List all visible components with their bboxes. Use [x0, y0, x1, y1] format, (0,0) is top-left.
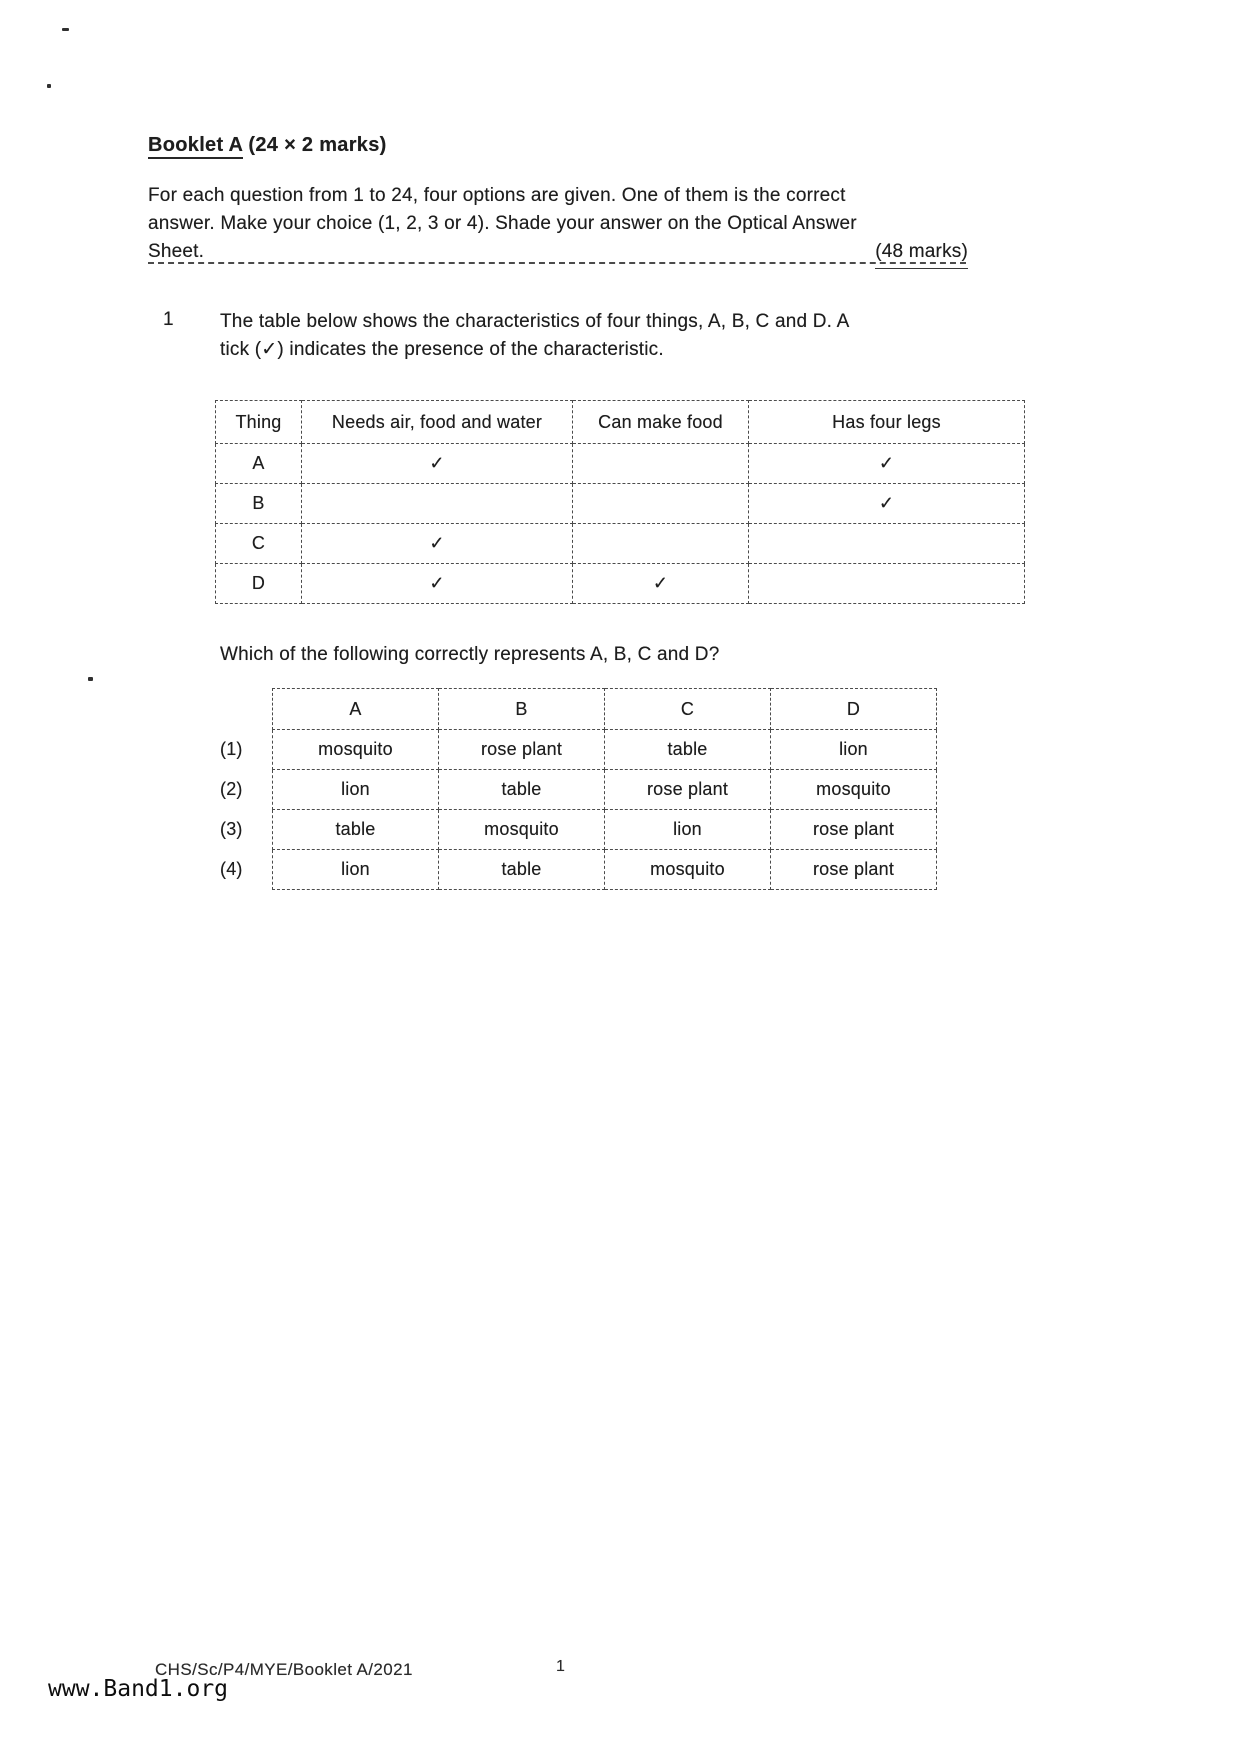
- booklet-title: [148, 134, 387, 157]
- characteristics-header-row: [216, 401, 1025, 444]
- tick-cell: ✓: [302, 564, 573, 604]
- booklet-marks: (24 × 2 marks): [242, 134, 387, 156]
- thing-label: A: [216, 444, 302, 484]
- table-row-D: [216, 564, 1025, 604]
- instructions: [148, 182, 968, 269]
- option-cell: mosquito: [439, 810, 605, 850]
- header-has-four-legs: Has four legs: [749, 401, 1025, 444]
- total-marks: (48 marks): [875, 238, 968, 269]
- footer-doc-code: CHS/Sc/P4/MYE/Booklet A/2021: [155, 1660, 413, 1679]
- thing-label: B: [216, 484, 302, 524]
- tick-cell: ✓: [749, 484, 1025, 524]
- scan-speck: [47, 84, 51, 88]
- option-label: (2): [220, 779, 243, 799]
- option-label: (4): [220, 859, 243, 879]
- option-cell: table: [605, 730, 771, 770]
- question-text-line-2: tick (✓) indicates the presence of the characteristic.: [220, 339, 664, 360]
- scan-speck: [62, 28, 69, 31]
- tick-cell: [302, 484, 573, 524]
- tick-cell: [573, 484, 749, 524]
- ruled-line: [148, 262, 966, 264]
- options-header-D: D: [771, 689, 937, 730]
- option-row-2: [218, 770, 937, 810]
- table-row-B: [216, 484, 1025, 524]
- instructions-line-1: For each question from 1 to 24, four options are given. One of them is the correct: [148, 185, 846, 206]
- tick-cell: [749, 564, 1025, 604]
- thing-label: D: [216, 564, 302, 604]
- question-text-line-1: The table below shows the characteristics of four things, A, B, C and D. A: [220, 311, 850, 332]
- option-cell: mosquito: [273, 730, 439, 770]
- instructions-line-2: answer. Make your choice (1, 2, 3 or 4). Shade your answer on the Optical Answer: [148, 213, 857, 234]
- table-row-C: [216, 524, 1025, 564]
- option-cell: lion: [273, 770, 439, 810]
- options-header-C: C: [605, 689, 771, 730]
- tick-cell: ✓: [573, 564, 749, 604]
- option-cell: rose plant: [771, 850, 937, 890]
- table-row-A: [216, 444, 1025, 484]
- option-label: (3): [220, 819, 243, 839]
- thing-label: C: [216, 524, 302, 564]
- instructions-line-3: Sheet.: [148, 241, 205, 262]
- question-number: 1: [163, 309, 174, 330]
- header-needs-air-food-water: Needs air, food and water: [302, 401, 573, 444]
- tick-cell: [573, 524, 749, 564]
- header-can-make-food: Can make food: [573, 401, 749, 444]
- option-cell: rose plant: [771, 810, 937, 850]
- option-cell: lion: [771, 730, 937, 770]
- option-cell: table: [439, 850, 605, 890]
- option-cell: lion: [273, 850, 439, 890]
- options-header-row: [218, 689, 937, 730]
- option-label: (1): [220, 739, 243, 759]
- option-row-4: [218, 850, 937, 890]
- booklet-title-text: Booklet A: [148, 134, 243, 159]
- option-cell: rose plant: [605, 770, 771, 810]
- options-header-spacer: [218, 689, 273, 730]
- characteristics-table: [215, 400, 1025, 604]
- tick-cell: ✓: [749, 444, 1025, 484]
- tick-cell: ✓: [302, 444, 573, 484]
- scan-speck: [88, 677, 93, 681]
- tick-cell: [749, 524, 1025, 564]
- option-cell: mosquito: [605, 850, 771, 890]
- option-cell: table: [273, 810, 439, 850]
- option-row-3: [218, 810, 937, 850]
- footer-page-number: 1: [556, 1658, 565, 1675]
- options-header-B: B: [439, 689, 605, 730]
- question-text: [220, 308, 950, 364]
- option-cell: lion: [605, 810, 771, 850]
- header-thing: Thing: [216, 401, 302, 444]
- option-row-1: [218, 730, 937, 770]
- options-header-A: A: [273, 689, 439, 730]
- sub-question-text: Which of the following correctly represents A, B, C and D?: [220, 644, 720, 665]
- option-cell: table: [439, 770, 605, 810]
- tick-cell: [573, 444, 749, 484]
- option-cell: rose plant: [439, 730, 605, 770]
- watermark-url: www.Band1.org: [48, 1676, 229, 1702]
- options-table: [218, 688, 937, 890]
- option-cell: mosquito: [771, 770, 937, 810]
- tick-cell: ✓: [302, 524, 573, 564]
